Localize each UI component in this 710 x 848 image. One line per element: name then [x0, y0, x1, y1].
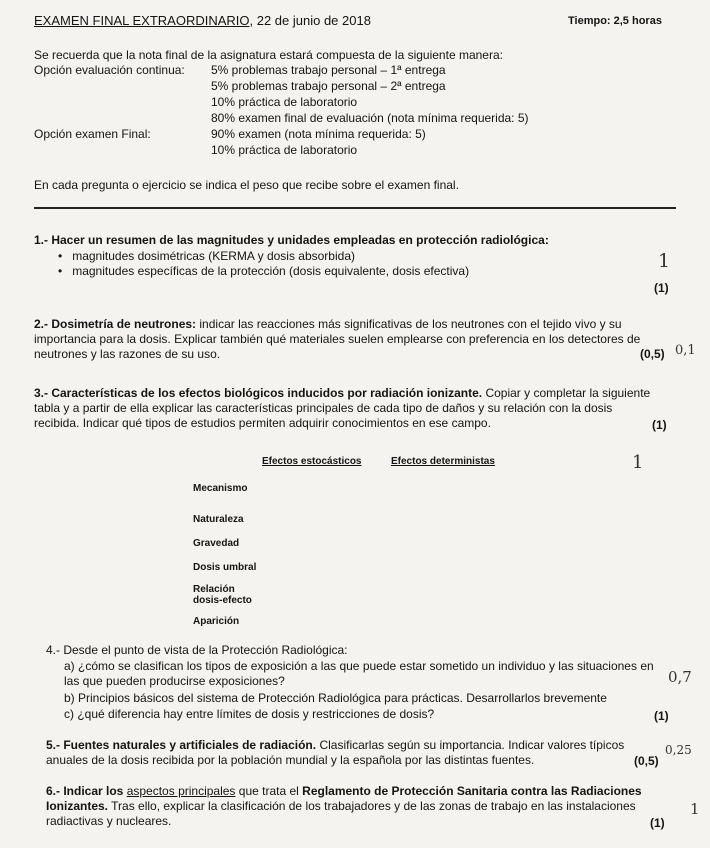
q1-bullet-text: magnitudes dosimétricas (KERMA y dosis absorbida): [72, 249, 355, 263]
q6-text: [46, 784, 664, 829]
grading-note: En cada pregunta o ejercicio se indica el peso que recibe sobre el examen final.: [34, 178, 459, 192]
q3-row-label: dosis-efecto: [193, 595, 252, 606]
grading-continuous-item: 10% práctica de laboratorio: [211, 95, 358, 109]
q1-bullet: • magnitudes dosimétricas (KERMA y dosis absorbida): [58, 249, 355, 263]
grading-continuous-item: 80% examen final de evaluación (nota mínima requerida: 5): [211, 111, 529, 125]
q2-handwritten-score: 0,1: [675, 343, 696, 358]
q6-lead: 6.- Indicar los: [46, 784, 127, 798]
q4-part-a: a) ¿cómo se clasifican los tipos de exposición a las que puede estar sometido un individuo y las situaciones en las que pueden producirse exposiciones?: [64, 659, 654, 688]
q2-text: [34, 317, 666, 362]
q3-row-label: Naturaleza: [193, 514, 244, 525]
q3-title: 3.- Características de los efectos biológicos inducidos por radiación ionizante.: [34, 386, 483, 400]
q3-weight: (1): [652, 418, 667, 432]
q1-bullet: • magnitudes específicas de la protección (dosis equivalente, dosis efectiva): [58, 264, 470, 278]
q4-weight: (1): [654, 709, 669, 723]
q1-weight: (1): [654, 281, 669, 295]
grading-continuous-item: 5% problemas trabajo personal – 2ª entrega: [211, 79, 446, 93]
q4-title-text: 4.- Desde el punto de vista de la Protección Radiológica:: [46, 643, 348, 657]
q6-weight: (1): [650, 816, 665, 830]
q3-row-label: Mecanismo: [193, 483, 248, 494]
q5-handwritten-score: 0,25: [665, 743, 692, 757]
q4-handwritten-score: 0,7: [668, 668, 692, 686]
q1-bullet-text: magnitudes específicas de la protección (dosis equivalente, dosis efectiva): [72, 264, 470, 278]
exam-date: , 22 de junio de 2018: [249, 13, 371, 28]
q3-body: Copiar y completar la siguiente tabla y a partir de ella explicar las características principales de cada tipo de daños y su relación con la dosis recibida. Indicar qué tipos de estudios permiten adquirir conocimientos en ese campo.: [34, 386, 651, 430]
grading-continuous-item: 5% problemas trabajo personal – 1ª entrega: [211, 63, 446, 77]
q3-column-header: Efectos estocásticos: [262, 456, 362, 467]
q3-handwritten-score: 1: [632, 452, 644, 473]
q2-body: indicar las reacciones más significativas de los neutrones con el tejido vivo y su importancia para la dosis. Explicar también qué materiales suelen emplearse con preferencia en los detectores de neutrones y las razones de su uso.: [34, 317, 641, 361]
grading-final-label: Opción examen Final:: [34, 127, 151, 141]
exam-title: EXAMEN FINAL EXTRAORDINARIO: [34, 13, 250, 28]
q4-title: [46, 643, 348, 657]
q2-title: 2.- Dosimetría de neutrones:: [34, 317, 197, 331]
q4-part-b: b) Principios básicos del sistema de Protección Radiológica para prácticas. Desarrollarlos brevemente: [64, 691, 607, 705]
q6-title: Reglamento de Protección Sanitaria contra las Radiaciones Ionizantes.: [46, 784, 642, 813]
q1-title: 1.- Hacer un resumen de las magnitudes y unidades empleadas en protección radiológica:: [34, 233, 549, 247]
q6-body: Tras ello, explicar la clasificación de los trabajadores y de las zonas de trabajo en las instalaciones radiactivas y nucleares.: [46, 799, 636, 828]
q5-body: Clasificarlas según su importancia. Indicar valores típicos anuales de la dosis recibida por la población mundial y la española por las distintas fuentes.: [46, 738, 625, 767]
q5-weight: (0,5): [634, 754, 659, 768]
grading-final-item: 90% examen (nota mínima requerida: 5): [211, 127, 426, 141]
section-divider: [34, 207, 676, 209]
exam-header-title: [34, 13, 371, 28]
q3-column-header: Efectos deterministas: [391, 456, 495, 467]
grading-final-item: 10% práctica de laboratorio: [211, 143, 358, 157]
q3-row-label: Dosis umbral: [193, 562, 257, 573]
grading-continuous-label: Opción evaluación continua:: [34, 63, 185, 77]
q2-weight: (0,5): [640, 347, 665, 361]
q3-row-label: Aparición: [193, 616, 240, 627]
q5-title: 5.- Fuentes naturales y artificiales de radiación.: [46, 738, 317, 752]
q3-row-label: Gravedad: [193, 538, 240, 549]
q5-text: [46, 738, 658, 768]
grading-intro: Se recuerda que la nota final de la asignatura estará compuesta de la siguiente manera:: [34, 48, 503, 62]
q1-handwritten-score: 1: [658, 250, 671, 272]
q4-part-c: c) ¿qué diferencia hay entre límites de dosis y restricciones de dosis?: [64, 707, 435, 721]
q6-link: aspectos principales: [126, 784, 236, 798]
exam-duration: Tiempo: 2,5 horas: [568, 15, 662, 27]
q6-mid: que trata el: [235, 784, 303, 798]
q6-handwritten-score: 1: [690, 800, 700, 818]
q3-row-label: Relación: [193, 584, 235, 595]
q3-text: [34, 386, 659, 431]
